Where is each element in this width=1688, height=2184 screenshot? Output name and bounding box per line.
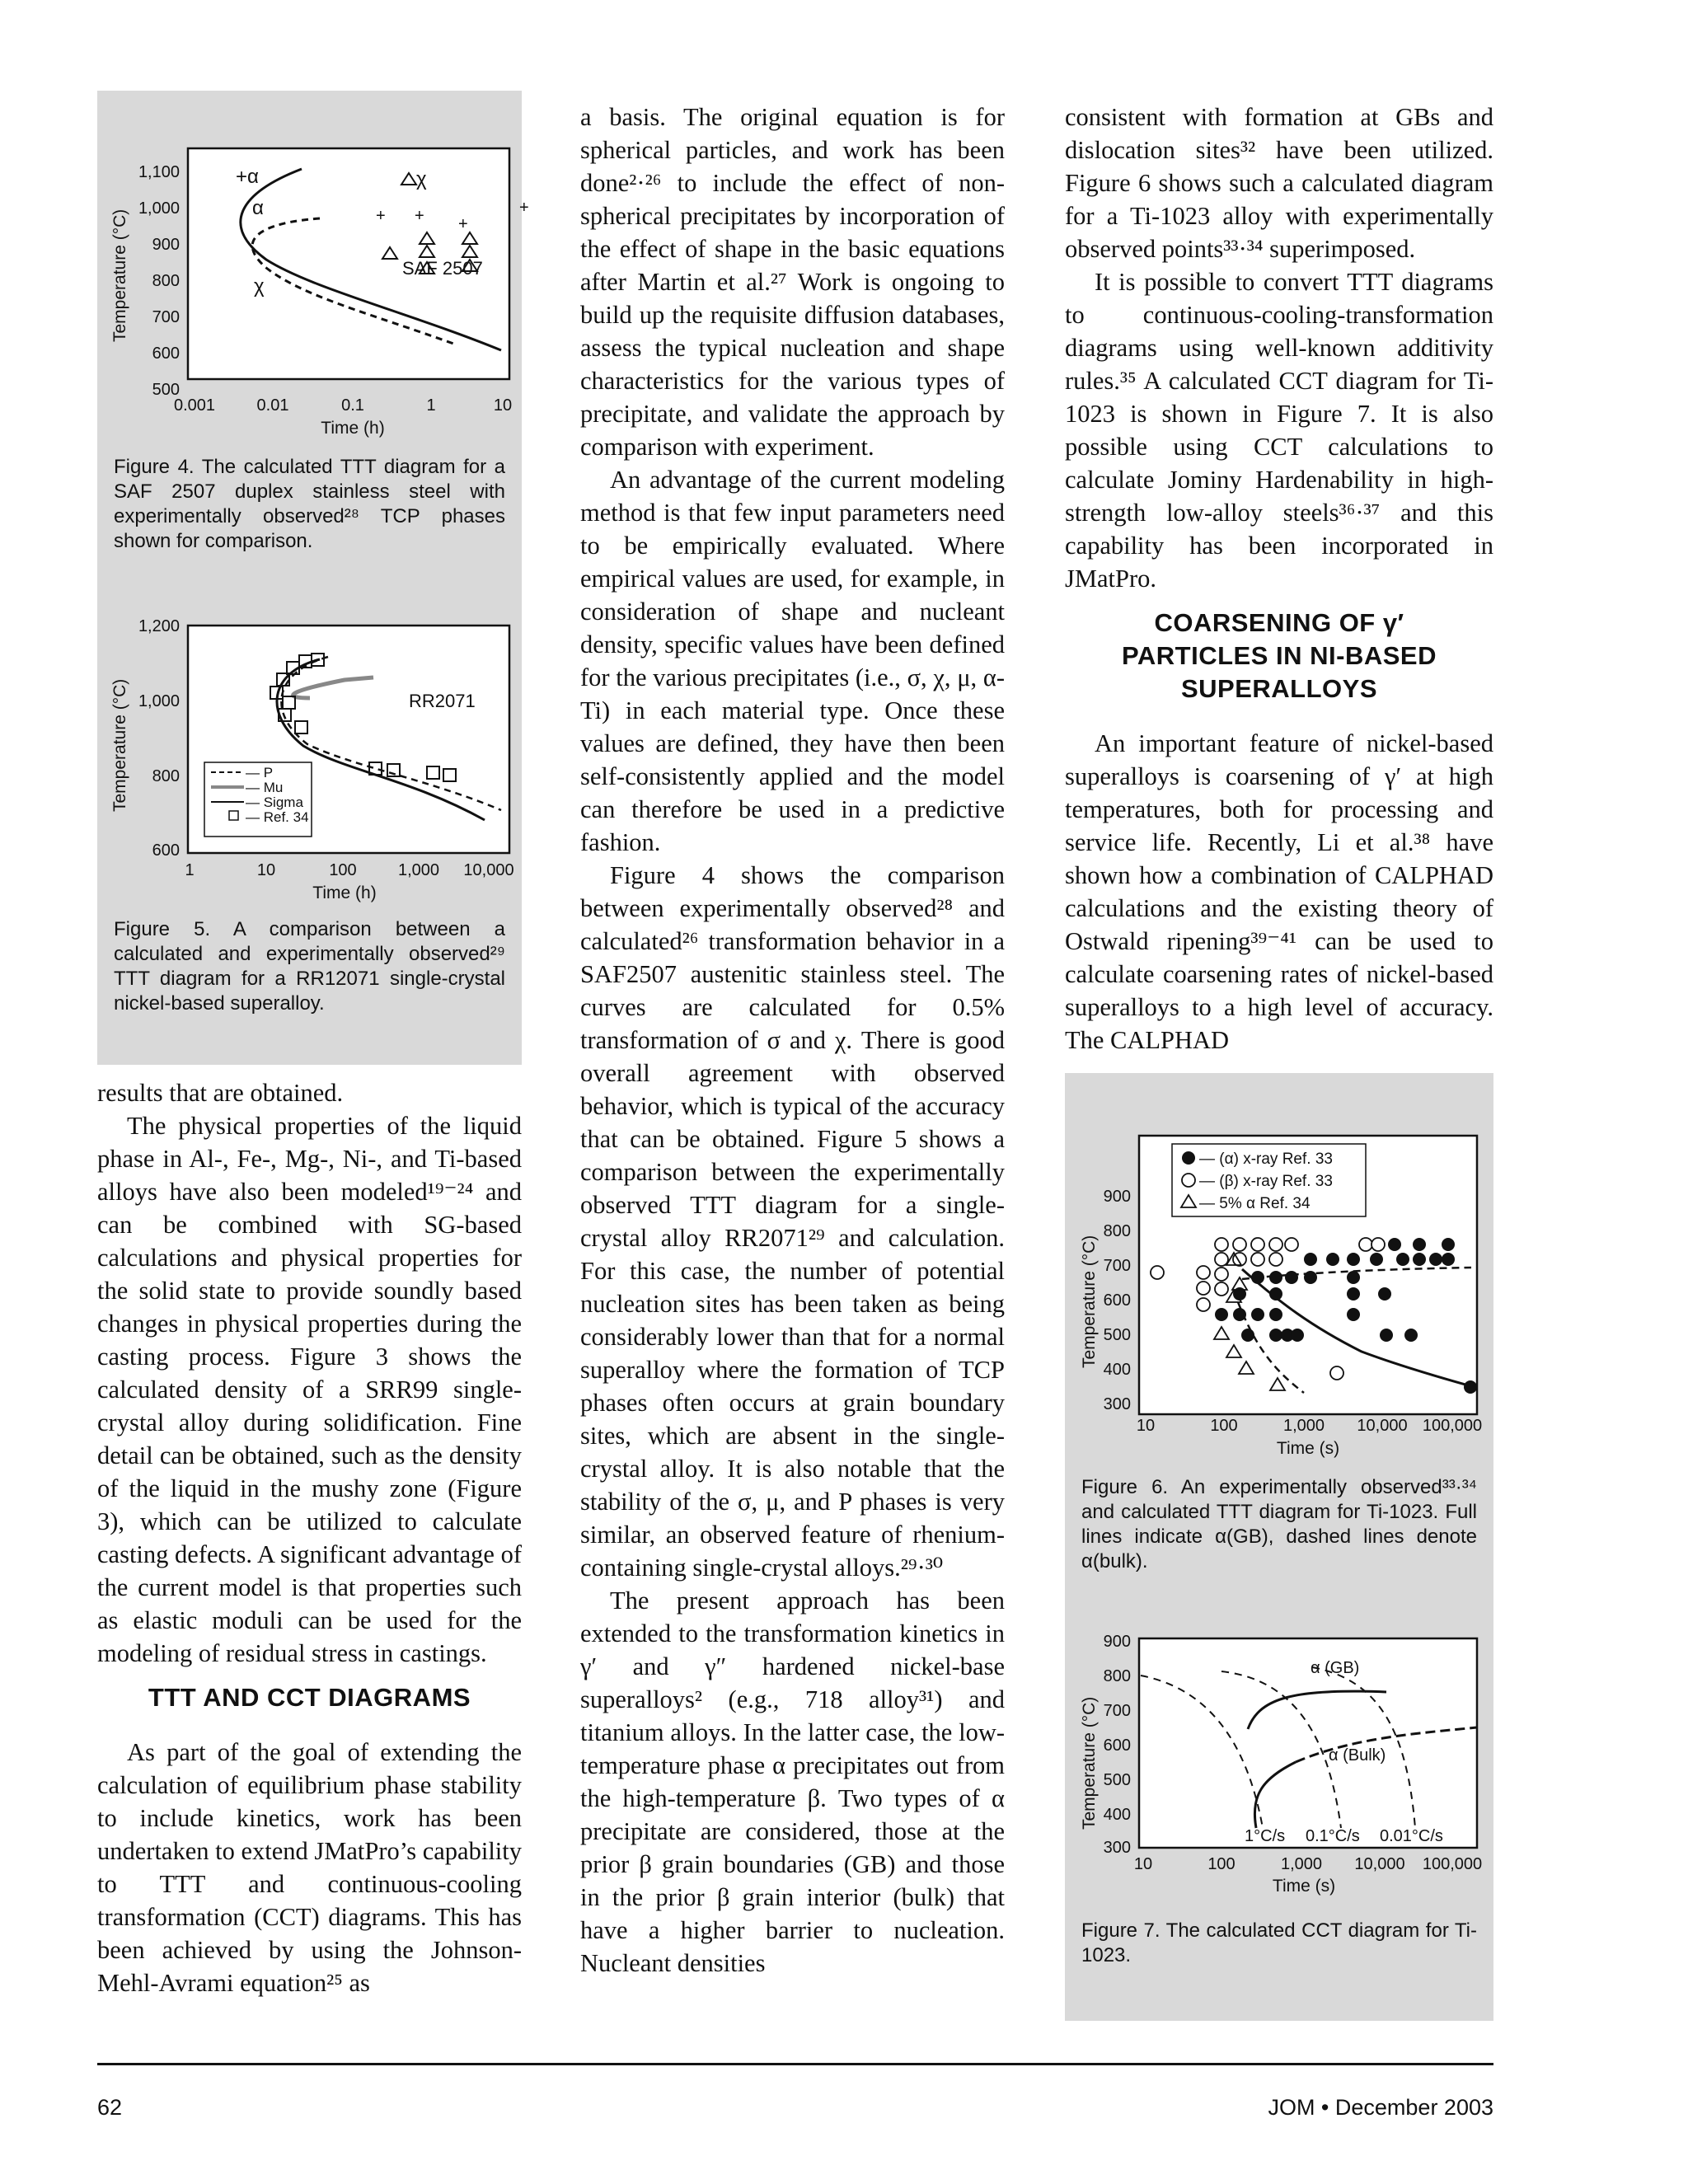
fig6-ytick: 600 xyxy=(1103,1291,1131,1310)
fig6-beta-marker xyxy=(1151,1266,1164,1279)
fig5-ytick: 1,000 xyxy=(138,692,180,710)
fig4-annotation: + xyxy=(376,207,386,225)
fig6-legend-beta: — (β) x-ray Ref. 33 xyxy=(1199,1173,1333,1190)
fig7-xlabel: Time (s) xyxy=(1272,1877,1336,1896)
fig6-ytick: 400 xyxy=(1103,1361,1131,1379)
fig6-beta-marker xyxy=(1269,1253,1282,1266)
fig7-ytick: 400 xyxy=(1103,1806,1131,1824)
fig6-alpha-marker xyxy=(1251,1308,1264,1321)
fig6-alpha-marker xyxy=(1269,1329,1282,1342)
fig4-xtick: 0.001 xyxy=(173,396,216,415)
fig6-caption: Figure 6. An experimentally observed³³·³⁴ and calculated TTT diagram for Ti-1023. Full lines indicate α(GB), dashed lines denote α(bulk). xyxy=(1081,1476,1477,1572)
fig6-xlabel: Time (s) xyxy=(1276,1439,1340,1458)
fig7-ytick: 900 xyxy=(1103,1633,1131,1651)
fig6-legend-ref34: — 5% α Ref. 34 xyxy=(1199,1195,1311,1212)
fig4-ytick: 600 xyxy=(152,344,180,363)
fig5-legend-mu: — Mu xyxy=(246,780,284,795)
fig6-beta-marker xyxy=(1233,1238,1246,1251)
fig6-beta-marker xyxy=(1251,1253,1264,1266)
fig6-alpha-marker xyxy=(1380,1329,1393,1342)
fig4-xtick: 1 xyxy=(426,396,436,415)
fig4-annotation: + xyxy=(519,199,529,217)
fig7-label-bulk: α (Bulk) xyxy=(1329,1746,1386,1765)
fig6-xtick: 100,000 xyxy=(1422,1417,1483,1435)
fig6-alpha-marker xyxy=(1388,1238,1401,1251)
fig4-annotation: α xyxy=(252,197,264,219)
section-heading-coarsening: COARSENING OF γ′ PARTICLES IN NI-BASED SUPERALLOYS xyxy=(1122,608,1437,703)
fig7-xtick: 10,000 xyxy=(1354,1855,1405,1873)
fig6-alpha-marker xyxy=(1404,1329,1418,1342)
paragraph: The present approach has been extended to the transformation kinetics in γ′ and γ″ hardened nickel-base superalloys² (e.g., 718 alloy³¹) and titanium alloys. In the latter case, the low-temperature phase α precipitates out from the high-temperature β. Two types of α precipitate are considered, those at the prior β grain boundaries (GB) and those in the prior β grain interior (bulk) that have a higher barrier to nucleation. Nucleant densities xyxy=(580,1586,1005,1977)
fig7-label-rate2: 0.1°C/s xyxy=(1306,1827,1360,1845)
fig6-beta-marker xyxy=(1285,1238,1298,1251)
fig4-series-label: SAF 2507 xyxy=(402,258,483,279)
fig6-legend-alpha: — (α) x-ray Ref. 33 xyxy=(1199,1151,1333,1168)
fig6-alpha-marker xyxy=(1304,1253,1317,1266)
fig5-ytick: 1,200 xyxy=(138,617,180,635)
fig5-ylabel: Temperature (°C) xyxy=(110,678,129,812)
paragraph: As part of the goal of extending the calculation of equilibrium phase stability to include kinetics, work has been undertaken to extend JMatPro’s capability to TTT and continuous-cooling transformation (CCT) diagrams. This has been achieved by using the Johnson-Mehl-Avrami equation²⁵ as xyxy=(97,1738,522,1997)
fig7-xtick: 1,000 xyxy=(1280,1855,1323,1873)
fig6-beta-marker xyxy=(1215,1238,1228,1251)
paragraph: It is possible to convert TTT diagrams to continuous-cooling-transformation diagrams using well-known additivity rules.³⁵ A calculated CCT diagram for Ti-1023 is shown in Figure 7. It is also possible using CCT calculations to calculate Jominy Hardenability in high-strength low-alloy steels³⁶·³⁷ and this capability has been incorporated in JMatPro. xyxy=(1065,268,1493,593)
fig4-ytick: 1,000 xyxy=(138,199,180,218)
fig7-ytick: 300 xyxy=(1103,1839,1131,1857)
figure-7-chart xyxy=(1065,1630,1493,1910)
fig6-alpha-marker xyxy=(1304,1271,1317,1284)
fig4-ytick: 700 xyxy=(152,308,180,326)
fig6-xtick: 10,000 xyxy=(1357,1417,1408,1435)
fig7-label-rate3: 0.01°C/s xyxy=(1380,1827,1443,1845)
fig5-xtick: 1 xyxy=(185,861,195,879)
fig6-beta-marker xyxy=(1197,1298,1210,1311)
fig6-beta-marker xyxy=(1215,1282,1228,1296)
fig6-alpha-marker xyxy=(1269,1287,1282,1301)
fig5-xtick: 10 xyxy=(256,861,276,879)
fig4-ytick: 1,100 xyxy=(138,163,180,181)
fig7-label-rate1: 1°C/s xyxy=(1245,1827,1286,1845)
text-column-2 xyxy=(580,101,1005,1980)
fig6-alpha-marker xyxy=(1464,1380,1477,1394)
fig7-ylabel: Temperature (°C) xyxy=(1080,1696,1099,1830)
fig6-alpha-marker xyxy=(1291,1329,1304,1342)
fig5-xlabel: Time (h) xyxy=(312,883,377,902)
figure-5-chart xyxy=(97,614,522,911)
paragraph: An advantage of the current modeling method is that few input parameters need to be empirically evaluated. Where empirical values are used, for example, in consideration of shape and nucleant density, specific values have been defined for the various precipitates (i.e., σ, χ, μ, α-Ti) in each material type. Once these values are defined, they have then been self-consistently applied and the model can therefore be used in a predictive fashion. xyxy=(580,466,1005,856)
fig5-legend-ref34: — Ref. 34 xyxy=(246,809,309,825)
fig4-annotation: + xyxy=(458,215,468,233)
text-column-1 xyxy=(97,1076,522,1999)
fig6-alpha-marker xyxy=(1347,1308,1360,1321)
fig7-xtick: 100 xyxy=(1207,1855,1236,1873)
fig7-xtick: 10 xyxy=(1133,1855,1153,1873)
fig6-alpha-marker xyxy=(1370,1253,1383,1266)
fig6-alpha-marker xyxy=(1413,1253,1426,1266)
page-number: 62 xyxy=(97,2095,123,2120)
fig6-alpha-marker xyxy=(1269,1271,1282,1284)
journal-footer: JOM • December 2003 xyxy=(1268,2095,1493,2120)
fig6-alpha-marker xyxy=(1347,1287,1360,1301)
fig4-ytick: 900 xyxy=(152,236,180,254)
fig6-alpha-marker xyxy=(1285,1271,1298,1284)
fig7-ytick: 500 xyxy=(1103,1771,1131,1789)
fig5-series-label: RR2071 xyxy=(409,691,476,711)
fig4-ytick: 500 xyxy=(152,381,180,399)
fig7-caption: Figure 7. The calculated CCT diagram for Ti-1023. xyxy=(1081,1919,1477,1966)
fig5-legend-p: — P xyxy=(246,765,274,780)
fig6-beta-marker xyxy=(1359,1238,1372,1251)
fig6-beta-marker xyxy=(1215,1268,1228,1281)
fig5-caption: Figure 5. A comparison between a calculated and experimentally observed²⁹ TTT diagram for a RR12071 single-crystal nickel-based superalloy. xyxy=(114,918,505,1015)
fig4-annotation: χ xyxy=(416,168,427,190)
fig7-ytick: 600 xyxy=(1103,1736,1131,1755)
fig4-xtick: 10 xyxy=(493,396,513,415)
fig4-annotation: + xyxy=(415,207,424,225)
fig7-label-gb: α (GB) xyxy=(1311,1659,1360,1677)
paragraph: An important feature of nickel-based superalloys is coarsening of γ′ at high temperatures, both for processing and service life. Recently, Li et al.³⁸ have shown how a combination of CALPHAD calculations and the existing theory of Ostwald ripening³⁹⁻⁴¹ can be used to calculate coarsening rates of nickel-based superalloys to a high level of accuracy. The CALPHAD xyxy=(1065,729,1493,1054)
fig6-ytick: 300 xyxy=(1103,1395,1131,1413)
fig6-alpha-marker xyxy=(1269,1308,1282,1321)
fig7-xtick: 100,000 xyxy=(1422,1855,1483,1873)
paragraph: results that are obtained. xyxy=(97,1079,344,1107)
fig6-alpha-marker xyxy=(1413,1238,1426,1251)
fig6-ytick: 800 xyxy=(1103,1222,1131,1240)
fig7-ytick: 700 xyxy=(1103,1702,1131,1720)
fig6-xtick: 100 xyxy=(1210,1417,1238,1435)
fig6-ytick: 700 xyxy=(1103,1257,1131,1275)
figure-6-chart xyxy=(1065,1129,1493,1475)
fig6-beta-marker xyxy=(1197,1266,1210,1279)
fig6-xtick: 1,000 xyxy=(1282,1417,1325,1435)
fig6-alpha-marker xyxy=(1442,1253,1455,1266)
figure-4-chart xyxy=(97,148,529,445)
paragraph: Figure 4 shows the comparison between experimentally observed²⁸ and calculated²⁶ transformation behavior in a SAF2507 austenitic stainless steel. The curves are calculated for 0.5% transformation of σ and χ. There is good overall agreement with observed behavior, which is typical of the accuracy that can be obtained. Figure 5 shows a comparison between the experimentally observed TTT diagram for a single-crystal alloy RR2071²⁹ and calculation. For this case, the number of potential nucleation sites has been taken as being considerably lower than that for a normal superalloy where the formation of TCP phases often occurs at grain boundary sites, which are absent in the single-crystal alloy. It is also notable that the stability of the σ, μ, and P phases is very similar, an observed feature of rhenium-containing single-crystal alloys.²⁹·³⁰ xyxy=(580,861,1005,1582)
fig4-annotation: +α xyxy=(236,166,259,188)
fig4-xtick: 0.01 xyxy=(256,396,289,415)
fig6-beta-marker xyxy=(1330,1366,1343,1380)
fig5-xtick: 10,000 xyxy=(463,861,514,879)
fig4-ytick: 800 xyxy=(152,272,180,290)
fig6-ytick: 900 xyxy=(1103,1188,1131,1206)
fig6-alpha-marker xyxy=(1347,1253,1360,1266)
fig6-xtick: 10 xyxy=(1136,1417,1156,1435)
fig5-xtick: 100 xyxy=(329,861,357,879)
section-heading-ttt: TTT AND CCT DIAGRAMS xyxy=(148,1683,471,1712)
fig5-xtick: 1,000 xyxy=(397,861,440,879)
paragraph: consistent with formation at GBs and dislocation sites³² have been utilized. Figure 6 shows such a calculated diagram for a Ti-1023 alloy with experimentally observed points³³·³⁴ superimposed. xyxy=(1065,103,1493,263)
fig6-ytick: 500 xyxy=(1103,1326,1131,1344)
fig6-ylabel: Temperature (°C) xyxy=(1080,1235,1099,1368)
fig6-alpha-marker xyxy=(1442,1238,1455,1251)
fig5-ytick: 800 xyxy=(152,767,180,785)
fig6-alpha-marker xyxy=(1251,1271,1264,1284)
fig6-alpha-marker xyxy=(1429,1253,1442,1266)
fig4-ylabel: Temperature (°C) xyxy=(110,209,129,342)
fig5-ytick: 600 xyxy=(152,841,180,860)
paragraph: The physical properties of the liquid phase in Al-, Fe-, Mg-, Ni-, and Ti-based alloys have also been modeled¹⁹⁻²⁴ and can be combined with SG-based calculations and physical properties for the solid state to provide soundly based changes in physical properties during the casting process. Figure 3 shows the calculated density of a SRR99 single-crystal alloy during solidification. Fine detail can be obtained, such as the density of the liquid in the mushy zone (Figure 3), which can be utilized to calculate casting defects. A significant advantage of the current model is that properties such as elastic moduli can be used for the modeling of residual stress in castings. xyxy=(97,1112,522,1667)
fig4-caption: Figure 4. The calculated TTT diagram for a SAF 2507 duplex stainless steel with experimentally observed²⁸ TCP phases shown for comparison. xyxy=(114,456,505,552)
fig6-alpha-marker xyxy=(1215,1308,1228,1321)
fig6-beta-marker xyxy=(1269,1238,1282,1251)
fig6-beta-marker xyxy=(1372,1238,1385,1251)
fig6-beta-marker xyxy=(1251,1238,1264,1251)
fig6-alpha-marker xyxy=(1326,1253,1339,1266)
fig4-xtick: 0.1 xyxy=(341,396,364,415)
fig6-beta-marker xyxy=(1197,1282,1210,1295)
fig6-alpha-marker xyxy=(1347,1271,1360,1284)
text-column-3 xyxy=(1065,101,1493,1057)
fig6-alpha-marker xyxy=(1396,1253,1409,1266)
fig6-beta-marker xyxy=(1215,1253,1228,1266)
fig5-legend-sigma: — Sigma xyxy=(246,794,303,810)
paragraph: a basis. The original equation is for spherical particles, and work has been done²·²⁶ to include the effect of non-spherical precipitates by incorporation of the effect of shape in the basic equations after Martin et al.²⁷ Work is ongoing to build up the requisite diffusion databases, assess the typical nucleation and shape characteristics for the various types of precipitate, and validate the approach by comparison with experiment. xyxy=(580,103,1005,461)
fig6-alpha-marker xyxy=(1233,1308,1246,1321)
footer-rule xyxy=(97,2063,1493,2065)
fig6-alpha-marker xyxy=(1378,1287,1391,1301)
fig7-ytick: 800 xyxy=(1103,1667,1131,1685)
fig4-xlabel: Time (h) xyxy=(321,419,385,438)
fig4-annotation: χ xyxy=(254,275,265,298)
fig6-alpha-marker xyxy=(1241,1329,1254,1342)
